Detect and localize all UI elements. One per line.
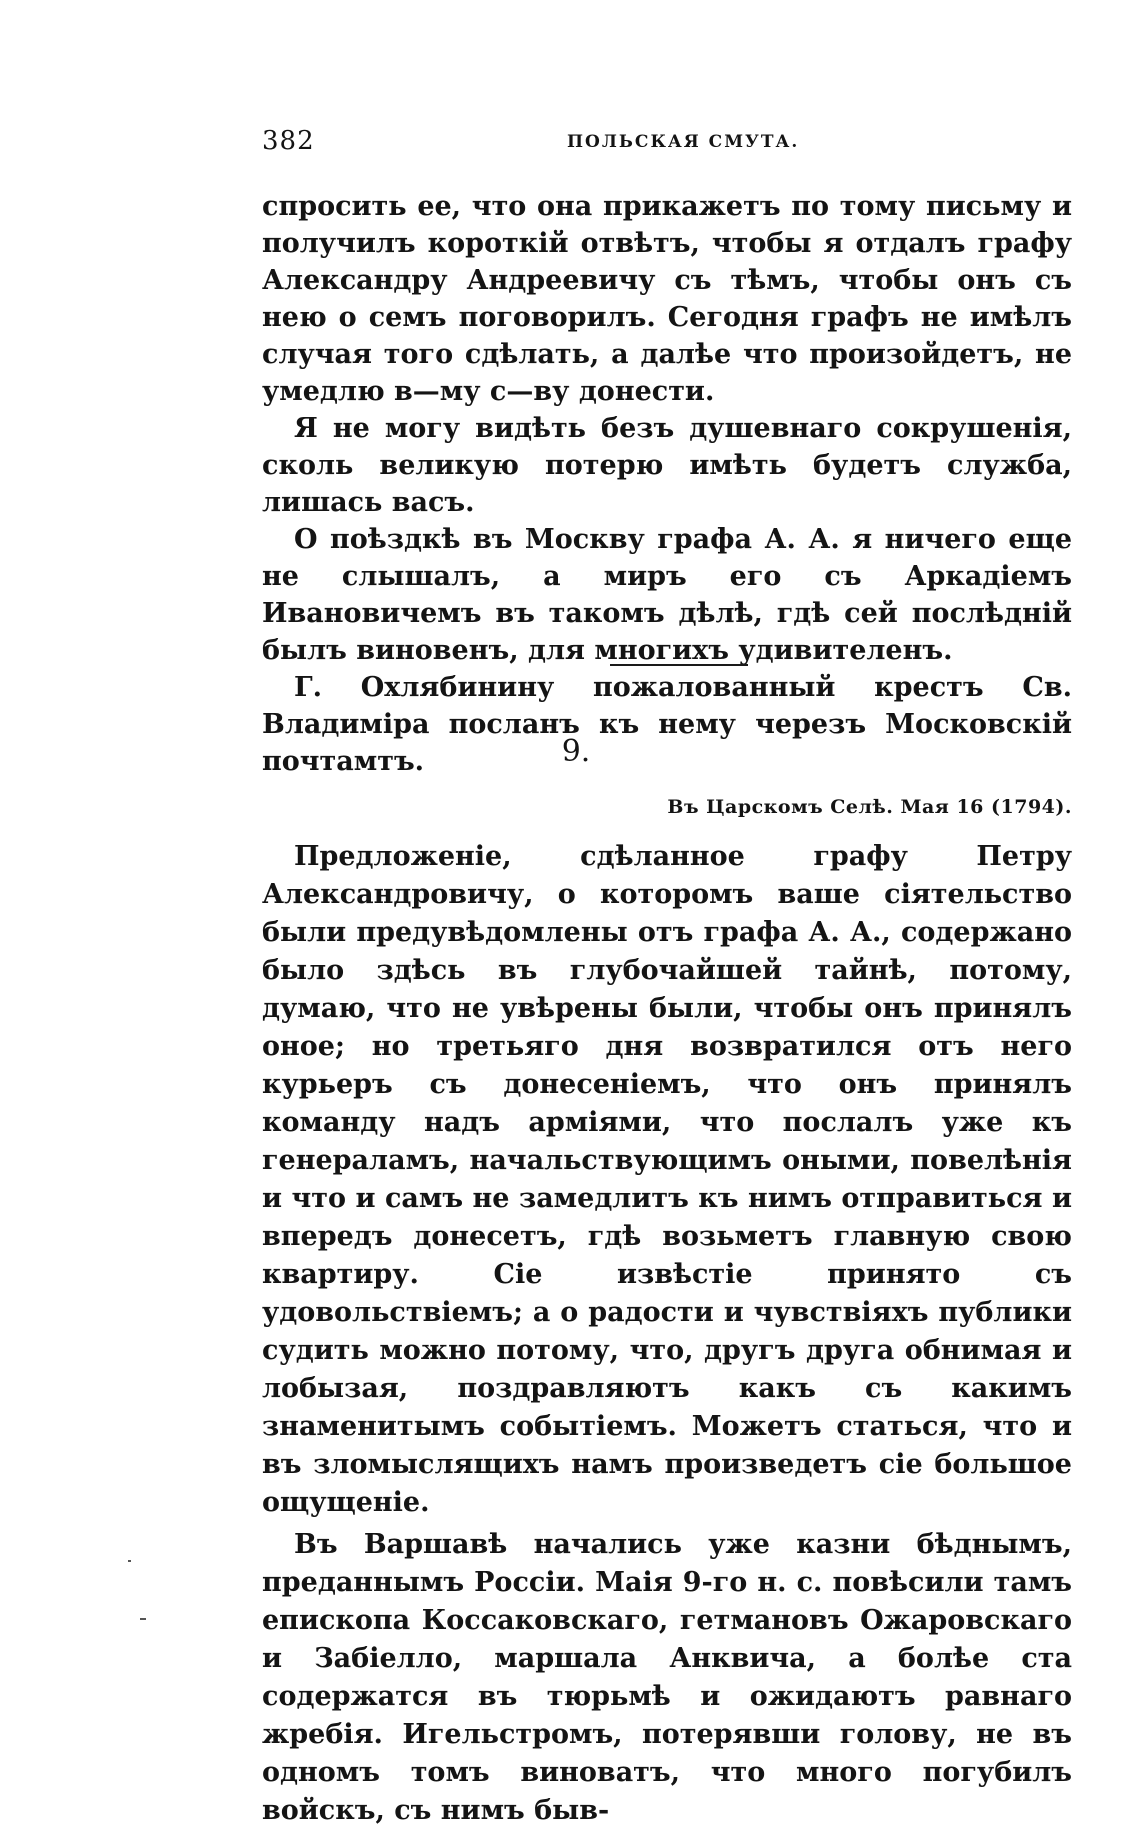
running-head: ПОЛЬСКАЯ СМУТА. xyxy=(567,132,800,152)
letter-body xyxy=(262,838,1072,1830)
paragraph: Предложеніе, сдѣланное графу Петру Александровичу, о которомъ ваше сіятельство были предувѣдомлены отъ графа А. А., содержано было здѣсь въ глубочайшей тайнѣ, потому, думаю, что не увѣрены были, чтобы онъ принялъ оное; но третьяго дня возвратился отъ него курьеръ съ донесеніемъ, что онъ принялъ команду надъ арміями, что послалъ уже къ генераламъ, начальствующимъ оными, повелѣнія и что и самъ не замедлитъ къ нимъ отправиться и впередъ донесетъ, гдѣ возьметъ главную свою квартиру. Сіе извѣстіе принято съ удовольствіемъ; а о радости и чувствіяхъ публики судить можно потому, что, другъ друга обнимая и лобызая, поздравляютъ какъ съ какимъ знаменитымъ событіемъ. Можетъ статься, что и въ зломыслящихъ намъ произведетъ сіе большое ощущеніе. xyxy=(262,841,1072,1518)
continued-letter-text xyxy=(262,188,1072,780)
paragraph: спросить ее, что она прикажетъ по тому письму и получилъ короткій отвѣтъ, чтобы я отдалъ графу Александру Андреевичу съ тѣмъ, чтобы онъ съ нею о семъ поговорилъ. Сегодня графъ не имѣлъ случая того сдѣлать, а далѣе что произойдетъ, не умедлю в—му с—ву донести. xyxy=(262,191,1072,407)
paragraph: О поѣздкѣ въ Москву графа А. А. я ничего еще не слышалъ, а миръ его съ Аркадіемъ Ивановичемъ въ такомъ дѣлѣ, гдѣ сей послѣдній былъ виновенъ, для многихъ удивителенъ. xyxy=(262,524,1072,666)
paragraph: Въ Варшавѣ начались уже казни бѣднымъ, преданнымъ Россіи. Маія 9-го н. с. повѣсили тамъ епископа Коссаковскаго, гетмановъ Ожаровскаго и Забіелло, маршала Анквича, а болѣе ста содержатся въ тюрьмѣ и ожидаютъ равнаго жребія. Игельстромъ, потерявши голову, не въ одномъ томъ виноватъ, что много погубилъ войскъ, съ нимъ быв- xyxy=(262,1529,1072,1826)
scan-speck xyxy=(128,1560,131,1562)
letter-dateline: Въ Царскомъ Селѣ. Мая 16 (1794). xyxy=(667,796,1072,818)
page-number: 382 xyxy=(262,126,315,156)
paragraph: Я не могу видѣть безъ душевнаго сокрушенія, сколь великую потерю имѣть будетъ служба, лишась васъ. xyxy=(262,413,1072,518)
page-header xyxy=(262,126,1072,156)
section-divider xyxy=(610,664,748,666)
scan-speck xyxy=(140,1618,146,1620)
letter-number: 9. xyxy=(561,734,591,769)
paragraph: Г. Охлябинину пожалованный крестъ Св. Владиміра посланъ къ нему черезъ Московскій почтамтъ. xyxy=(262,672,1072,777)
